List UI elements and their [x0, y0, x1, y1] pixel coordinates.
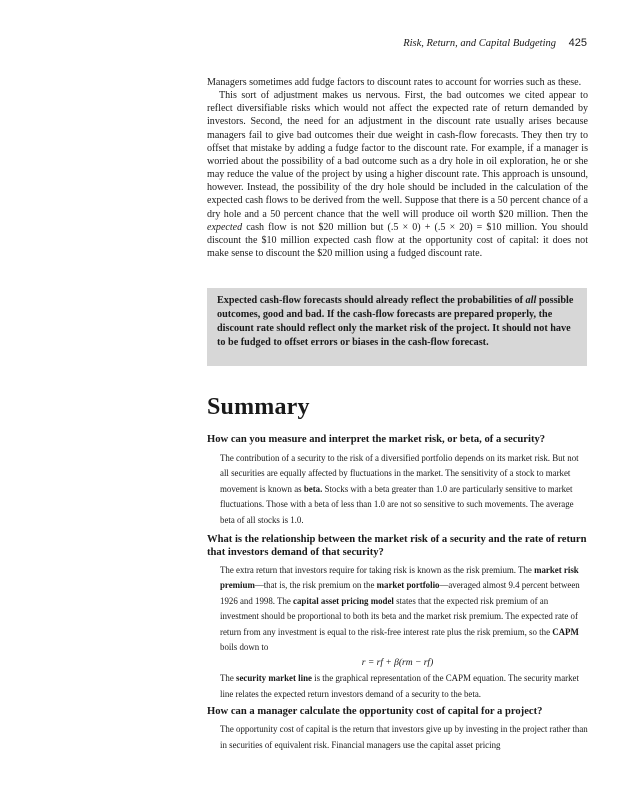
page-number: 425 — [568, 37, 587, 49]
term-security-market-line: security market line — [236, 673, 312, 684]
answer-2-text-2: —that is, the risk premium on the — [254, 580, 377, 591]
running-title: Risk, Return, and Capital Budgeting — [403, 38, 557, 49]
summary-answer-2 — [207, 563, 588, 655]
answer-1-text: The contribution of a security to the risk of a diversified portfolio depends on its market risk. But not all securities are equally affected by fluctuations in the market. The sensitivity of a stock to market movement is known as — [220, 453, 579, 494]
term-market-risk-premium: market risk premium — [220, 565, 579, 591]
answer-1-text-end: Stocks with a beta greater than 1.0 are particularly sensitive to market fluctuations. Those with a beta of less than 1.0 are not so sensitive to such movements. The average beta of all stocks is 1.0. — [220, 483, 574, 525]
callout-emphasis: all — [525, 295, 537, 306]
answer-3-text-2: is the graphical representation of the CAPM equation. The security market line relates the expected return investors demand of a security to the beta. — [220, 673, 579, 699]
paragraph-2-start: This sort of adjustment makes us nervous. First, the bad outcomes we cited appear to reflect diversifiable risks which would not affect the expected rate of return demanded by investors. Second, the need for an adjustment in the discount rate usually arises because managers fail to give bad outcomes their due weight in cash-flow forecasts. They then try to offset that mistake by adding a fudge factor to the discount rate. For example, if a manager is worried about the possibility of a bad outcome such as a dry hole in oil exploration, he or she may reduce the value of the project by using a higher discount rate. This approach is unsound, however. Instead, the possibility of the dry hole should be included in the calculation of the expected cash flows to be derived from the well. Suppose that there is a 50 percent chance of a dry hole and a 50 percent chance that the well will produce oil worth $20 million. Then the — [207, 90, 588, 220]
paragraph-2 — [207, 89, 588, 260]
answer-2-text-3: —averaged almost 9.4 percent between 1926 and 1998. The — [220, 580, 580, 606]
summary-question-3: How can a manager calculate the opportunity cost of capital for a project? — [207, 706, 543, 718]
answer-2-text-1: The extra return that investors require for taking risk is known as the risk premium. The — [220, 565, 535, 576]
key-point-callout — [207, 288, 587, 366]
answer-2-text-5: boils down to — [220, 642, 269, 653]
term-beta: beta. — [303, 483, 323, 494]
emphasis-expected: expected — [207, 221, 243, 233]
answer-3-text-1: The — [220, 673, 237, 684]
paragraph-2-end: cash flow is not $20 million but (.5 × 0) + (.5 × 20) = $10 million. You should discount the $10 million expected cash flow at the opportunity cost of capital: it does not make sense to discount the $20 million using a fudged discount rate. — [207, 221, 588, 260]
callout-text-end: possible outcomes, good and bad. If the cash-flow forecasts are prepared properly, the discount rate should reflect only the market risk of the project. It should not have to be fudged to offset errors or biases in the cash-flow forecast. — [217, 295, 574, 348]
capm-formula: r = rf + β(rm − rf) — [361, 658, 434, 669]
summary-heading: Summary — [207, 394, 310, 420]
answer-2-text-4: states that the expected risk premium of an investment should be proportional to both its beta and the market risk premium. The expected rate of return from any investment is equal to the risk-free interest rate plus the risk premium, so the — [220, 595, 578, 637]
summary-answer-4: The opportunity cost of capital is the return that investors give up by investing in the project rather than in securities of equivalent risk. Financial managers use the capital asset pricing — [220, 724, 588, 750]
running-header — [403, 37, 587, 49]
term-market-portfolio: market portfolio — [376, 580, 440, 591]
summary-section — [207, 433, 588, 753]
term-capm: capital asset pricing model — [293, 595, 394, 606]
callout-text-start: Expected cash-flow forecasts should already reflect the probabilities of — [217, 295, 526, 306]
term-capm-abbrev: CAPM — [552, 626, 579, 637]
summary-answer-1 — [207, 451, 588, 528]
summary-answer-3 — [207, 671, 588, 702]
summary-question-1: How can you measure and interpret the market risk, or beta, of a security? — [207, 434, 546, 445]
summary-question-2: What is the relationship between the market risk of a security and the rate of return that investors demand of that security? — [207, 534, 587, 559]
intro-text — [207, 76, 588, 260]
paragraph-1: Managers sometimes add fudge factors to discount rates to account for worries such as these. — [207, 77, 582, 88]
